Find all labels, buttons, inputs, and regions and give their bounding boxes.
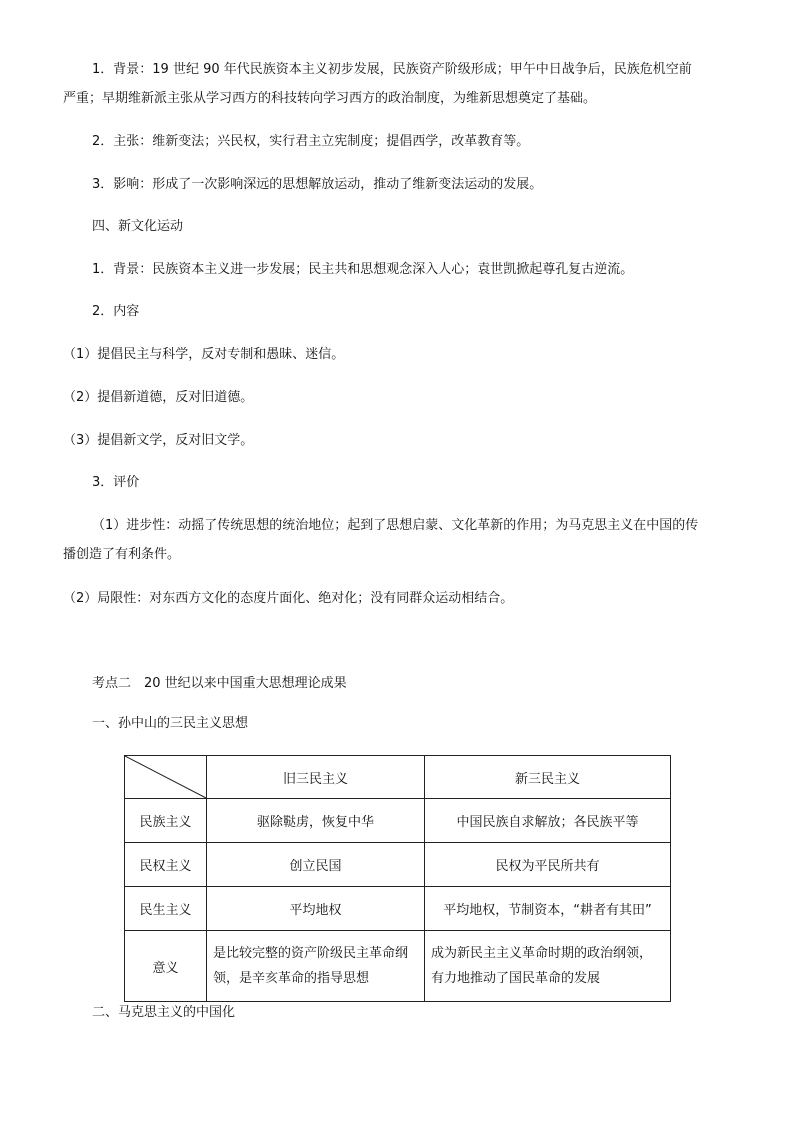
section4-content-heading: 2．内容 — [92, 304, 140, 319]
eval-limitation: （2）局限性：对东西方文化的态度片面化、绝对化；没有同群众运动相结合。 — [63, 591, 514, 606]
content-item-2: （2）提倡新道德，反对旧道德。 — [63, 390, 254, 405]
header-new: 新三民主义 — [425, 756, 671, 799]
header-old: 旧三民主义 — [207, 756, 425, 799]
section3-claims: 2．主张：维新变法；兴民权，实行君主立宪制度；提倡西学，改革教育等。 — [92, 134, 530, 149]
cell-new: 民权为平民所共有 — [425, 843, 671, 887]
eval-progressive-line2: 播创造了有利条件。 — [63, 547, 181, 562]
row-label: 民族主义 — [125, 799, 207, 843]
content-item-1: （1）提倡民主与科学，反对专制和愚昧、迷信。 — [63, 347, 345, 362]
cell-old: 创立民国 — [207, 843, 425, 887]
sub-heading-sanmin: 一、孙中山的三民主义思想 — [92, 716, 249, 731]
sanmin-comparison-table — [124, 755, 671, 1002]
table-header-row — [125, 756, 671, 799]
eval-progressive-line1: （1）进步性：动摇了传统思想的统治地位；起到了思想启蒙、文化革新的作用；为马克思主义在中国的传 — [92, 518, 699, 533]
section3-impact: 3．影响：形成了一次影响深远的思想解放运动，推动了维新变法运动的发展。 — [92, 177, 543, 192]
diagonal-corner-cell — [125, 756, 207, 799]
section4-heading: 四、新文化运动 — [92, 219, 184, 234]
section4-background: 1．背景：民族资本主义进一步发展；民主共和思想观念深入人心；袁世凯掀起尊孔复古逆流。 — [92, 262, 634, 277]
cell-new: 中国民族自求解放；各民族平等 — [425, 799, 671, 843]
sub-heading-marxism: 二、马克思主义的中国化 — [92, 1005, 236, 1020]
cell-old: 是比较完整的资产阶级民主革命纲领，是辛亥革命的指导思想 — [207, 931, 425, 1002]
table-row — [125, 799, 671, 843]
cell-old: 平均地权 — [207, 887, 425, 931]
row-label: 意义 — [125, 931, 207, 1002]
kaodian-title: 考点二 20 世纪以来中国重大思想理论成果 — [92, 676, 347, 691]
section3-background-line1: 1．背景：19 世纪 90 年代民族资本主义初步发展，民族资产阶级形成；甲午中日战争后，民族危机空前 — [92, 62, 692, 77]
table-row — [125, 843, 671, 887]
content-item-3: （3）提倡新文学，反对旧文学。 — [63, 433, 254, 448]
table-row — [125, 931, 671, 1002]
cell-old: 驱除鞑虏，恢复中华 — [207, 799, 425, 843]
section3-background-line2: 严重；早期维新派主张从学习西方的科技转向学习西方的政治制度，为维新思想奠定了基础。 — [63, 91, 597, 106]
cell-new: 平均地权，节制资本，“耕者有其田” — [425, 887, 671, 931]
row-label: 民生主义 — [125, 887, 207, 931]
section4-eval-heading: 3．评价 — [92, 475, 140, 490]
cell-new: 成为新民主主义革命时期的政治纲领，有力地推动了国民革命的发展 — [425, 931, 671, 1002]
table-row — [125, 887, 671, 931]
row-label: 民权主义 — [125, 843, 207, 887]
